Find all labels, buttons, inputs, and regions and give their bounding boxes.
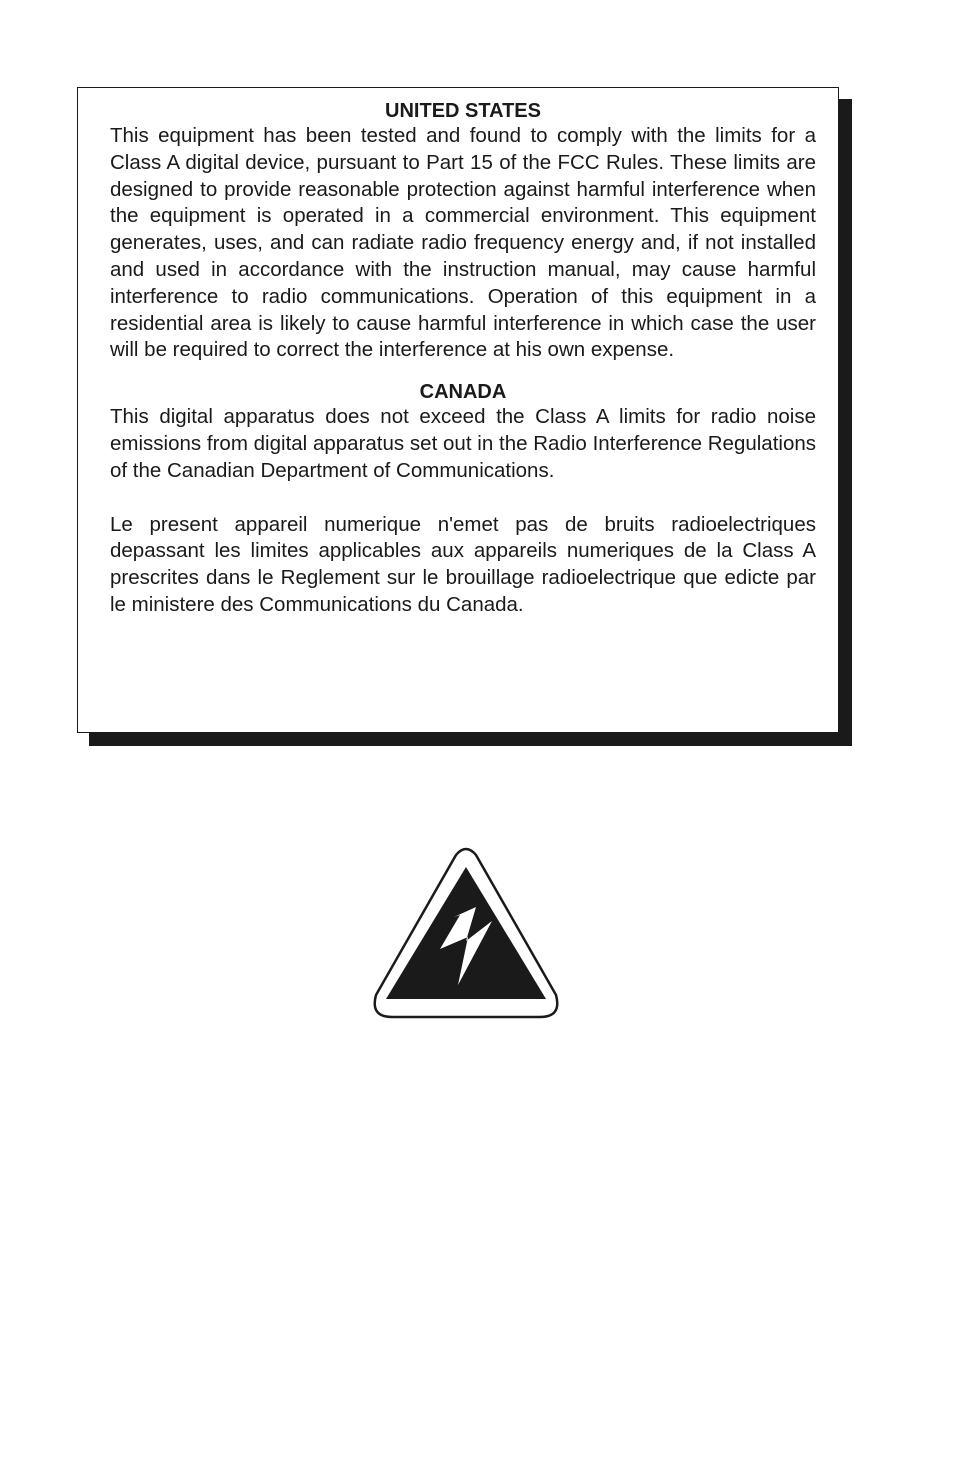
fcc-notice-box	[77, 87, 839, 733]
canada-body-fr: Le present appareil numerique n'emet pas de bruits radioelectriques depassant les limites applicables aux appareils numeriques de la Class A prescrites dans le Reglement sur le brouillage radioelectrique que edicte par le ministere des Communications du Canada.	[110, 512, 816, 616]
canada-heading: CANADA	[419, 381, 507, 404]
notice-content	[110, 99, 816, 619]
us-heading: UNITED STATES	[385, 100, 541, 122]
electrical-hazard-icon	[370, 847, 562, 1021]
canada-body-en: This digital apparatus does not exceed the Class A limits for radio noise emissions from digital apparatus set out in the Radio Interference Regulations of the Canadian Department of Communications.	[110, 405, 816, 482]
us-body: This equipment has been tested and found to comply with the limits for a Class A digital device, pursuant to Part 15 of the FCC Rules. These limits are designed to provide reasonable protection against harmful interference when the equipment is operated in a commercial environment. This equipment generates, uses, and can radiate radio frequency energy and, if not installed and used in accordance with the instruction manual, may cause harmful interference to radio communications. Operation of this equipment in a residential area is likely to cause harmful interference in which case the user will be required to correct the interference at his own expense.	[110, 124, 816, 362]
